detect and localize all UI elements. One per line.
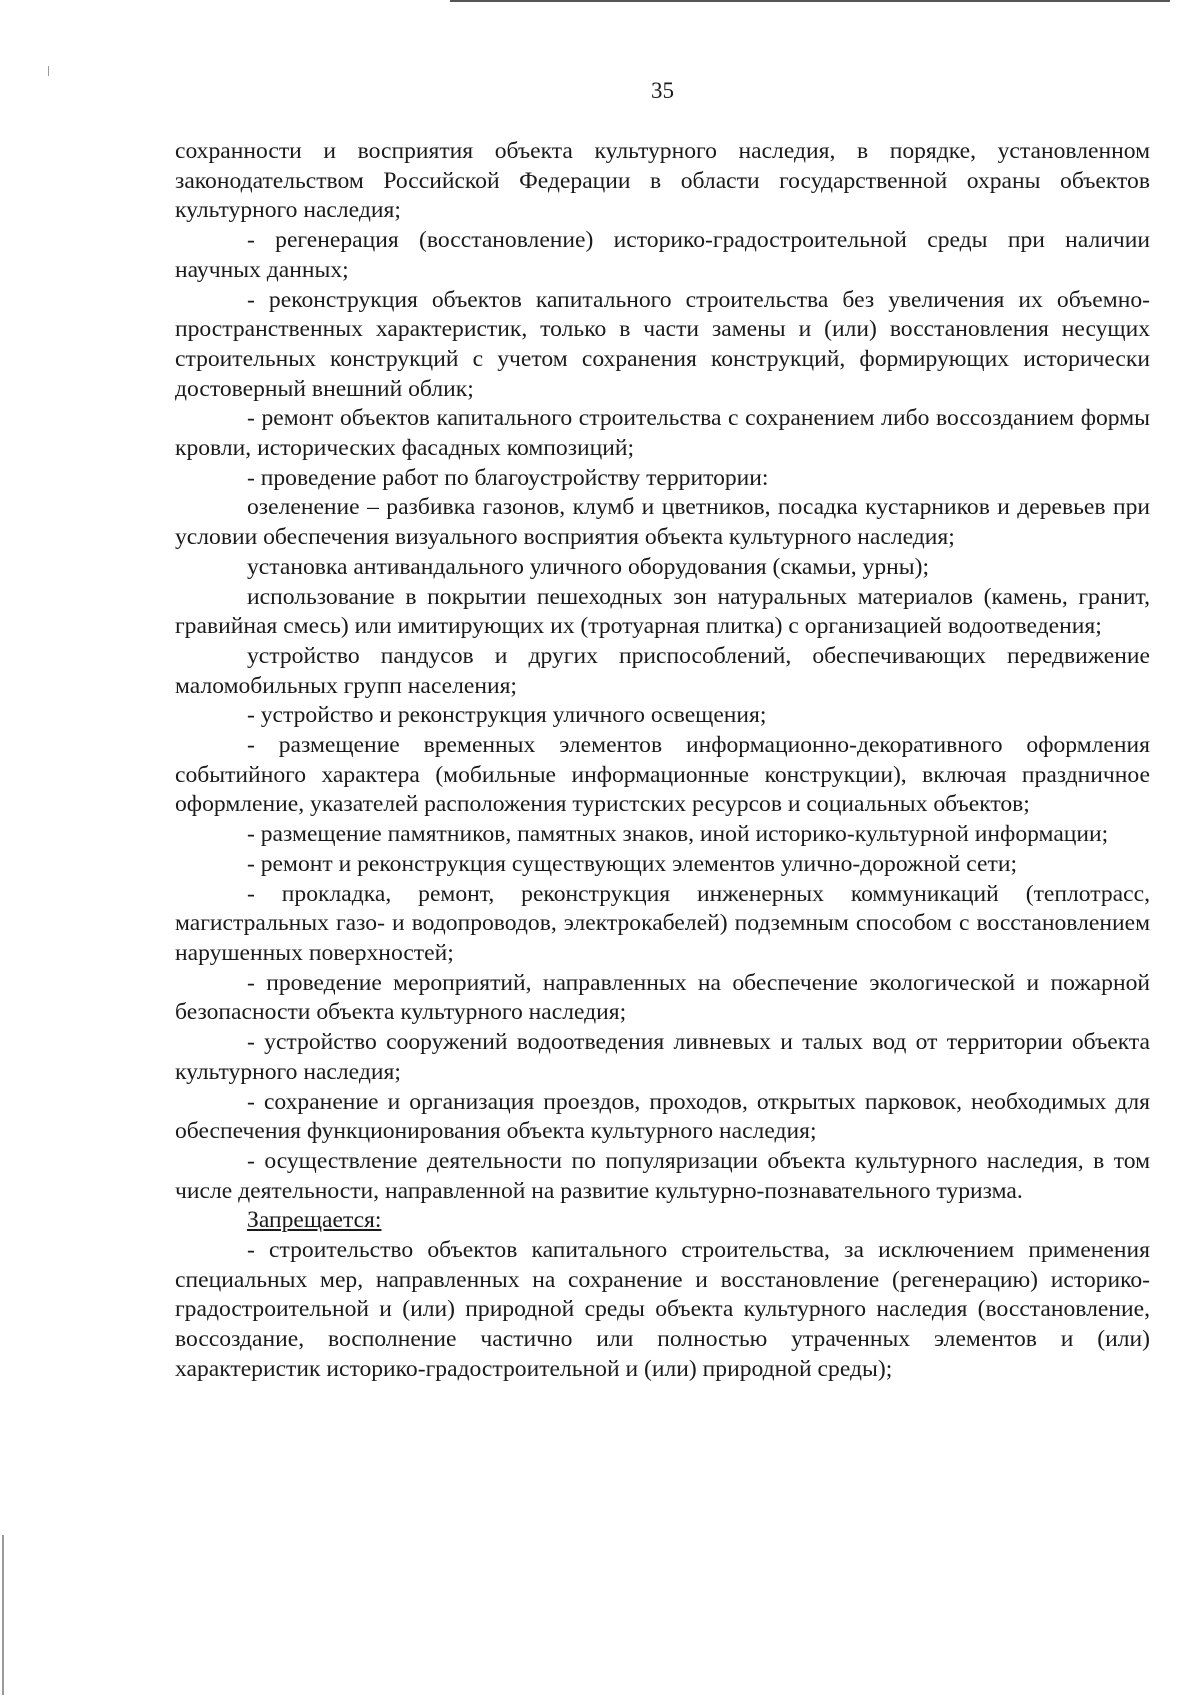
list-item-safety: - проведение мероприятий, направленных на обеспечение экологической и пожарной безопасности объекта культурного наследия; xyxy=(175,969,1150,1026)
sub-item-greening: озеленение – разбивка газонов, клумб и цветников, посадка кустарников и деревьев при условии обеспечения визуального восприятия объекта культурного наследия; xyxy=(175,494,1150,551)
sub-item-paving: использование в покрытии пешеходных зон натуральных материалов (камень, гранит, гравийная смесь) или имитирующих их (тротуарная плитка) с организацией водоотведения; xyxy=(175,583,1150,640)
document-body xyxy=(175,137,1150,1385)
list-item-construction-ban: - строительство объектов капитального строительства, за исключением применения специальных мер, направленных на сохранение и восстановление (регенерацию) историко-градостроительной и (или) природной среды объекта культурного наследия (восстановление, воссоздание, восполнение частично или полностью утраченных элементов и (или) характеристик историко-градостроительной и (или) природной среды); xyxy=(175,1237,1150,1382)
list-item-parking: - сохранение и организация проездов, проходов, открытых парковок, необходимых для обеспечения функционирования объекта культурного наследия; xyxy=(175,1088,1150,1145)
prohibited-heading-text: Запрещается: xyxy=(247,1207,382,1234)
list-item-repair: - ремонт объектов капитального строительства с сохранением либо воссозданием формы кровли, исторических фасадных композиций; xyxy=(175,405,1150,462)
page-number: 35 xyxy=(651,78,674,103)
list-item-street-lighting: - устройство и реконструкция уличного освещения; xyxy=(247,702,767,729)
list-item-reconstruction: - реконструкция объектов капитального строительства без увеличения их объемно-пространственных характеристик, только в части замены и (или) восстановления несущих строительных конструкций с учетом сохранения конструкций, формирующих исторически достоверный внешний облик; xyxy=(175,286,1150,402)
sub-item-ramps: устройство пандусов и других приспособлений, обеспечивающих передвижение маломобильных групп населения; xyxy=(175,642,1150,699)
list-item-popularization: - осуществление деятельности по популяризации объекта культурного наследия, в том числе деятельности, направленной на развитие культурно-познавательного туризма. xyxy=(175,1147,1150,1204)
paragraph-continuation: сохранности и восприятия объекта культурного наследия, в порядке, установленном законодательством Российской Федерации в области государственной охраны объектов культурного наследия; xyxy=(175,138,1150,224)
section-heading-prohibited xyxy=(175,1206,1150,1236)
list-item-utilities: - прокладка, ремонт, реконструкция инженерных коммуникаций (теплотрасс, магистральных газо- и водопроводов, электрокабелей) подземным способом с восстановлением нарушенных поверхностей; xyxy=(175,880,1150,966)
list-item-temporary-decor: - размещение временных элементов информационно-декоративного оформления событийного характера (мобильные информационные конструкции), включая праздничное оформление, указателей расположения туристских ресурсов и социальных объектов; xyxy=(175,732,1150,818)
scan-top-rule xyxy=(450,0,1170,2)
scan-left-edge-mark xyxy=(2,1535,4,1695)
list-item-regeneration: - регенерация (восстановление) историко-градостроительной среды при наличии научных данных; xyxy=(175,227,1150,283)
list-item-road-network: - ремонт и реконструкция существующих элементов улично-дорожной сети; xyxy=(247,850,1017,877)
list-item-drainage: - устройство сооружений водоотведения ливневых и талых вод от территории объекта культурного наследия; xyxy=(175,1029,1150,1085)
scan-left-tick xyxy=(48,66,49,76)
list-item-monuments: - размещение памятников, памятных знаков, иной историко-культурной информации; xyxy=(247,821,1109,848)
list-item-landscaping: - проведение работ по благоустройству территории: xyxy=(247,464,769,491)
sub-item-street-furniture: установка антивандального уличного оборудования (скамьи, урны); xyxy=(247,553,930,580)
